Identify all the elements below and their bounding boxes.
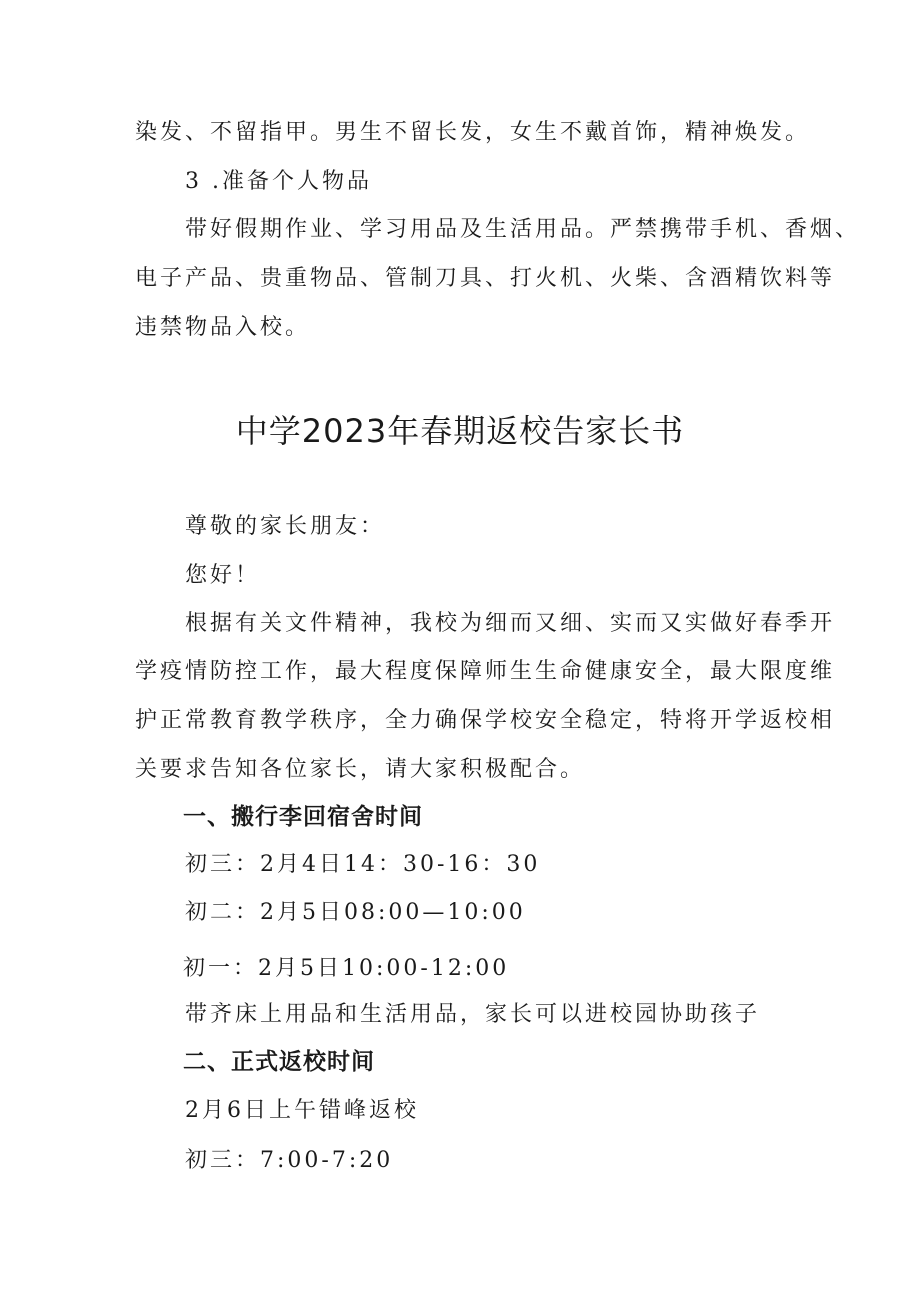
intro-paragraph-line: 护正常教育教学秩序，全力确保学校安全稳定，特将开学返校相: [135, 708, 836, 733]
schedule-grade-3: 初三：2月4日14：30-16：30: [185, 852, 541, 877]
item-3-text-line: 电子产品、贵重物品、管制刀具、打火机、火柴、含酒精饮料等: [135, 266, 836, 291]
page-title: 中学2023年春期返校告家长书: [235, 412, 685, 450]
schedule-grade-2: 初二：2月5日08:00—10:00: [185, 900, 526, 925]
intro-paragraph-line: 根据有关文件精神，我校为细而又细、实而又实做好春季开: [185, 611, 836, 636]
intro-paragraph-line: 学疫情防控工作，最大程度保障师生生命健康安全，最大限度维: [135, 659, 836, 684]
item-3-text-line: 违禁物品入校。: [135, 315, 311, 340]
return-date-line: 2月6日上午错峰返校: [185, 1098, 419, 1123]
section-1-note: 带齐床上用品和生活用品，家长可以进校园协助孩子: [185, 1002, 761, 1027]
intro-paragraph-line: 关要求告知各位家长，请大家积极配合。: [135, 757, 586, 782]
section-1-heading: 一、搬行李回宿舍时间: [183, 804, 423, 830]
return-schedule-grade-3: 初三：7:00-7:20: [185, 1148, 394, 1173]
schedule-grade-1: 初一：2月5日10:00-12:00: [183, 956, 510, 981]
salutation: 尊敬的家长朋友：: [185, 514, 386, 539]
item-3-text-line: 带好假期作业、学习用品及生活用品。严禁携带手机、香烟、: [185, 217, 861, 242]
greeting: 您好！: [185, 563, 261, 588]
section-2-heading: 二、正式返校时间: [183, 1049, 375, 1075]
prev-section-line: 染发、不留指甲。男生不留长发，女生不戴首饰，精神焕发。: [135, 120, 811, 145]
item-3-heading: 3 .准备个人物品: [185, 169, 372, 194]
